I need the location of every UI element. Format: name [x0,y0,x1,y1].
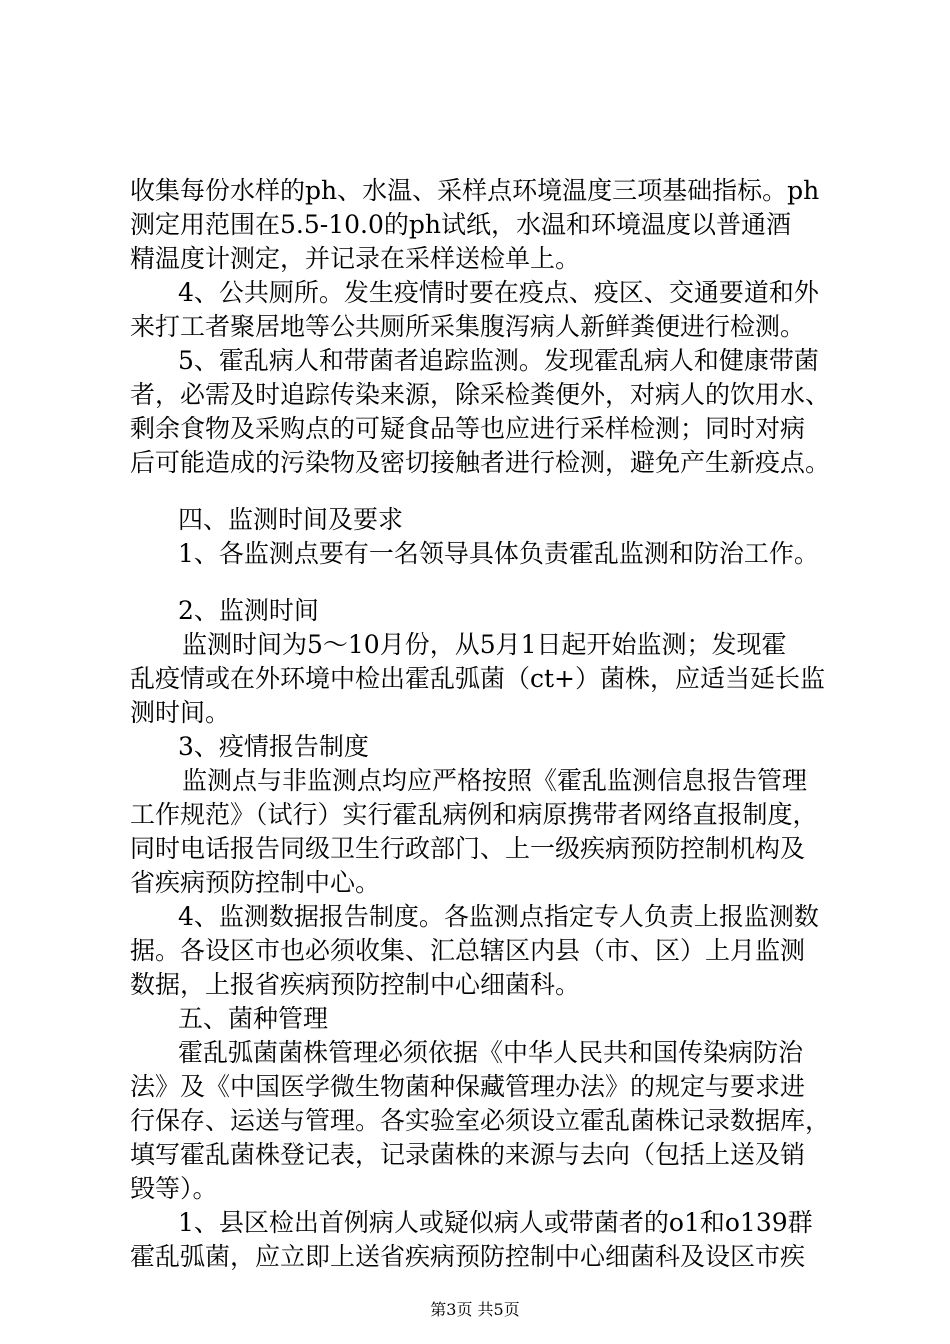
text-line: 4、公共厕所。发生疫情时要在疫点、疫区、交通要道和外 [178,278,819,307]
text-line: 1、县区检出首例病人或疑似病人或带菌者的o1和o139群 [178,1208,813,1237]
subsection-heading: 3、疫情报告制度 [178,732,369,761]
text-line: 据。各设区市也必须收集、汇总辖区内县（市、区）上月监测 [130,936,806,965]
text-line: 省疾病预防控制中心。 [130,868,381,897]
text-line: 后可能造成的污染物及密切接触者进行检测，避免产生新疫点。 [130,448,831,477]
text-line: 监测时间为5～10月份，从5月1日起开始监测；发现霍 [182,630,787,659]
text-line: 收集每份水样的ph、水温、采样点环境温度三项基础指标。ph [130,176,820,205]
text-line: 数据，上报省疾病预防控制中心细菌科。 [130,970,581,999]
text-line: 乱疫情或在外环境中检出霍乱弧菌（ct+）菌株，应适当延长监 [130,664,825,693]
text-line: 4、监测数据报告制度。各监测点指定专人负责上报监测数 [178,902,819,931]
text-line: 剩余食物及采购点的可疑食品等也应进行采样检测；同时对病 [130,414,806,443]
text-line: 者，必需及时追踪传染来源，除采检粪便外，对病人的饮用水、 [130,380,831,409]
text-line: 1、各监测点要有一名领导具体负责霍乱监测和防治工作。 [178,539,819,568]
subsection-heading: 2、监测时间 [178,596,319,625]
text-line: 来打工者聚居地等公共厕所采集腹泻病人新鲜粪便进行检测。 [130,312,806,341]
page-number-footer: 第3页 共5页 [430,1300,520,1319]
text-line: 精温度计测定，并记录在采样送检单上。 [130,244,581,273]
text-line: 法》及《中国医学微生物菌种保藏管理办法》的规定与要求进 [130,1072,806,1101]
text-line: 工作规范》（试行）实行霍乱病例和病原携带者网络直报制度， [130,800,818,829]
text-line: 毁等）。 [130,1174,218,1203]
section-heading: 五、菌种管理 [178,1004,329,1033]
text-line: 测时间。 [130,698,231,727]
text-line: 监测点与非监测点均应严格按照《霍乱监测信息报告管理 [182,766,808,795]
text-line: 5、霍乱病人和带菌者追踪监测。发现霍乱病人和健康带菌 [178,346,819,375]
section-heading: 四、监测时间及要求 [178,505,404,534]
text-line: 霍乱弧菌，应立即上送省疾病预防控制中心细菌科及设区市疾 [130,1242,806,1271]
text-line: 同时电话报告同级卫生行政部门、上一级疾病预防控制机构及 [130,834,806,863]
text-line: 行保存、运送与管理。各实验室必须设立霍乱菌株记录数据库， [130,1106,831,1135]
text-line: 填写霍乱菌株登记表，记录菌株的来源与去向（包括上送及销 [130,1140,806,1169]
text-line: 霍乱弧菌菌株管理必须依据《中华人民共和国传染病防治 [178,1038,804,1067]
text-line: 测定用范围在5.5-10.0的ph试纸，水温和环境温度以普通酒 [130,210,791,239]
